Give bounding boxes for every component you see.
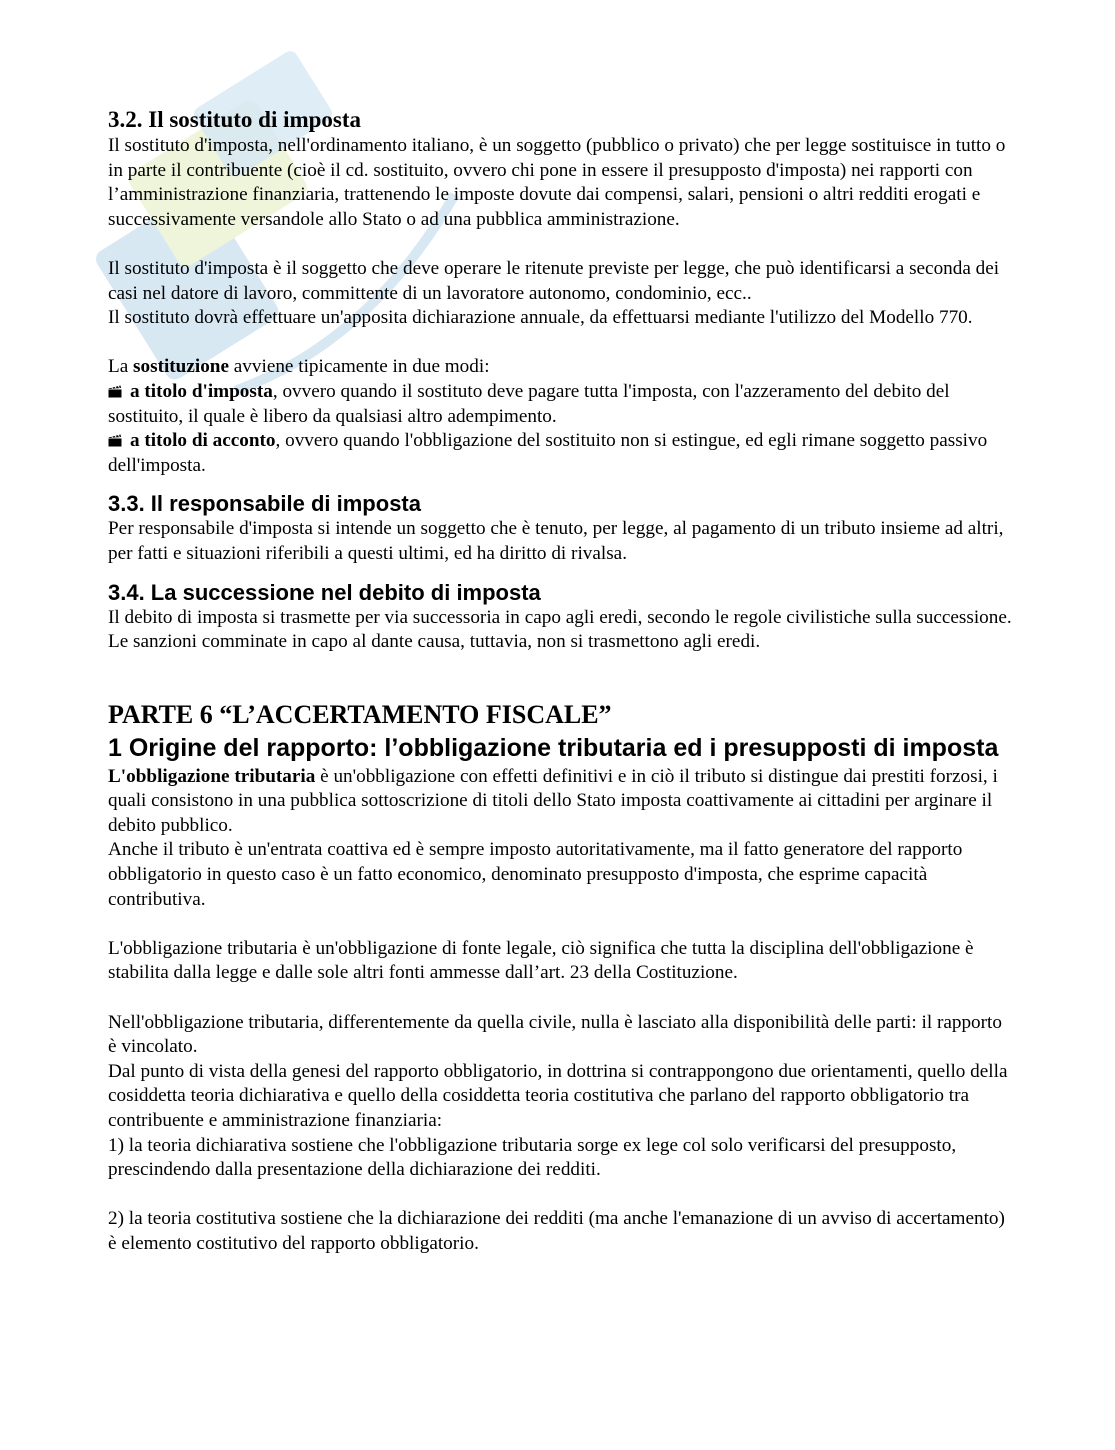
part-title: PARTE 6 “L’ACCERTAMENTO FISCALE”	[108, 699, 612, 729]
bold-term: L'obbligazione tributaria	[108, 765, 316, 787]
bold-term: a titolo di acconto	[130, 430, 276, 452]
paragraph: Anche il tributo è un'entrata coattiva ed è sempre imposto autoritativamente, ma il fatto generatore del rapporto obbligatorio in questo caso è un fatto economico, denominato presupposto d'imposta, che esprime capacità contributiva.	[108, 839, 963, 910]
paragraph: L'obbligazione tributaria è un'obbligazione di fonte legale, ciò significa che tutta la disciplina dell'obbligazione è stabilita dalla legge e dalle sole altri fonti ammesse dall’art. 23 della Costituzione.	[108, 937, 974, 984]
document-body	[108, 106, 1013, 1257]
section-title-3-3: 3.3. Il responsabile di imposta	[108, 491, 421, 517]
clapperboard-icon	[108, 434, 122, 447]
chapter-title: 1 Origine del rapporto: l’obbligazione tributaria ed i presupposti di imposta	[108, 733, 999, 762]
paragraph: Dal punto di vista della genesi del rapporto obbligatorio, in dottrina si contrappongono due orientamenti, quello della cosiddetta teoria dichiarativa e quello della cosiddetta teoria costitutiva che parlano del rapporto obbligatorio tra contribuente e amministrazione finanziaria:	[108, 1060, 1008, 1131]
bold-term: sostituzione	[133, 356, 229, 378]
paragraph: 2) la teoria costitutiva sostiene che la dichiarazione dei redditi (ma anche l'emanazione di un avviso di accertamento) è elemento costitutivo del rapporto obbligatorio.	[108, 1208, 1005, 1254]
paragraph: Per responsabile d'imposta si intende un soggetto che è tenuto, per legge, al pagamento di un tributo insieme ad altri, per fatti e situazioni riferibili a questi ultimi, ed ha diritto di rivalsa.	[108, 518, 1004, 564]
list-item: a titolo di acconto, ovvero quando l'obbligazione del sostituito non si estingue, ed egli rimane soggetto passivo dell'imposta.	[108, 430, 988, 476]
paragraph: Il sostituto d'imposta, nell'ordinamento italiano, è un soggetto (pubblico o privato) che per legge sostituisce in tutto o in parte il contribuente (cioè il cd. sostituito, ovvero chi pone in essere il presupposto d'imposta) nei rapporti con l’amministrazione finanziaria, trattenendo le imposte dovute dai compensi, salari, pensioni o altri redditi erogati e successivamente versandole allo Stato o ad una pubblica amministrazione.	[108, 135, 1006, 230]
paragraph: 1) la teoria dichiarativa sostiene che l'obbligazione tributaria sorge ex lege col solo verificarsi del presupposto, prescindendo dalla presentazione della dichiarazione dei redditi.	[108, 1134, 957, 1181]
list-item: a titolo d'imposta, ovvero quando il sostituto deve pagare tutta l'imposta, con l'azzeramento del debito del sostituito, il quale è libero da qualsiasi altro adempimento.	[108, 380, 950, 427]
paragraph: Il sostituto dovrà effettuare un'apposita dichiarazione annuale, da effettuarsi mediante l'utilizzo del Modello 770.	[108, 307, 973, 329]
section-title-3-4: 3.4. La successione nel debito di imposta	[108, 579, 541, 605]
paragraph: Il sostituto d'imposta è il soggetto che deve operare le ritenute previste per legge, che può identificarsi a seconda dei casi nel datore di lavoro, committente di un lavoratore autonomo, condominio, ecc..	[108, 257, 1000, 304]
bold-term: a titolo d'imposta	[130, 380, 273, 402]
paragraph: La sostituzione avviene tipicamente in due modi:	[108, 356, 490, 378]
paragraph: Le sanzioni comminate in capo al dante causa, tuttavia, non si trasmettono agli eredi.	[108, 631, 761, 653]
section-title-3-2: 3.2. Il sostituto di imposta	[108, 107, 362, 132]
paragraph: L'obbligazione tributaria è un'obbligazione con effetti definitivi e in ciò il tributo si distingue dai prestiti forzosi, i quali consistono in una pubblica sottoscrizione di titoli dello Stato imposta coattivamente ai cittadini per arginare il debito pubblico.	[108, 765, 998, 836]
paragraph: Nell'obbligazione tributaria, differentemente da quella civile, nulla è lasciato alla disponibilità delle parti: il rapporto è vincolato.	[108, 1011, 1002, 1058]
paragraph: Il debito di imposta si trasmette per via successoria in capo agli eredi, secondo le regole civilistiche sulla successione.	[108, 606, 1012, 628]
clapperboard-icon	[108, 385, 122, 398]
